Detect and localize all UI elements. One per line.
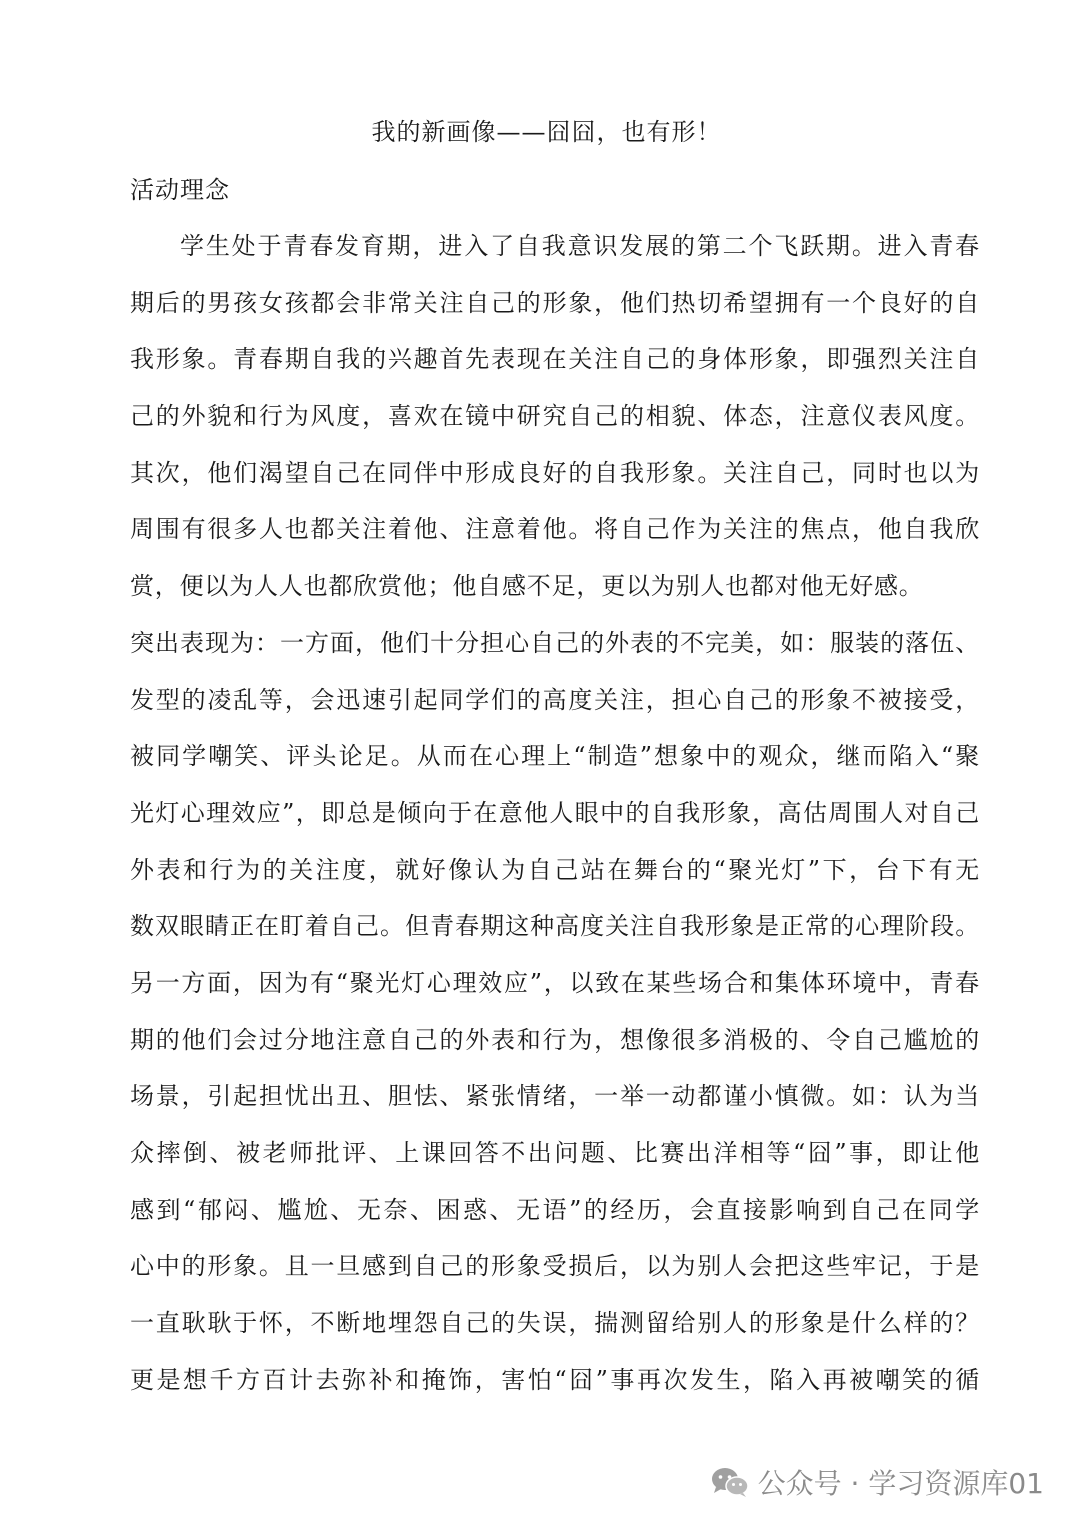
text-line: 数双眼睛正在盯着自己。但青春期这种高度关注自我形象是正常的心理阶段。 xyxy=(130,912,980,941)
text-line: 赏，便以为人人也都欣赏他；他自感不足，更以为别人也都对他无好感。 xyxy=(130,572,924,601)
text-line: 突出表现为：一方面，他们十分担心自己的外表的不完美，如：服装的落伍、 xyxy=(130,628,980,657)
body-text xyxy=(130,226,980,1416)
text-line: 光灯心理效应”，即总是倾向于在意他人眼中的自我形象，高估周围人对自己 xyxy=(130,798,980,827)
text-line: 感到“郁闷、尴尬、无奈、困惑、无语”的经历，会直接影响到自己在同学 xyxy=(130,1195,980,1224)
watermark-text: 公众号 · 学习资源库01 xyxy=(757,1467,1044,1500)
text-line: 发型的凌乱等，会迅速引起同学们的高度关注，担心自己的形象不被接受， xyxy=(130,685,980,714)
section-heading: 活动理念 xyxy=(130,176,230,204)
text-line: 己的外貌和行为风度，喜欢在镜中研究自己的相貌、体态，注意仪表风度。 xyxy=(130,402,980,431)
watermark xyxy=(710,1462,1044,1502)
text-line: 另一方面，因为有“聚光灯心理效应”，以致在某些场合和集体环境中，青春 xyxy=(130,968,980,997)
text-line: 众摔倒、被老师批评、上课回答不出问题、比赛出洋相等“囧”事，即让他 xyxy=(130,1139,980,1167)
text-line: 外表和行为的关注度，就好像认为自己站在舞台的“聚光灯”下，台下有无 xyxy=(130,855,980,884)
text-line: 期的他们会过分地注意自己的外表和行为，想像很多消极的、令自己尴尬的 xyxy=(130,1025,980,1054)
text-line: 期后的男孩女孩都会非常关注自己的形象，他们热切希望拥有一个良好的自 xyxy=(130,288,980,317)
text-line: 周围有很多人也都关注着他、注意着他。将自己作为关注的焦点，他自我欣 xyxy=(130,515,980,544)
document-title: 我的新画像——囧囧，也有形！ xyxy=(371,118,722,146)
text-line: 一直耿耿于怀，不断地埋怨自己的失误，揣测留给别人的形象是什么样的？ xyxy=(130,1309,980,1338)
text-line: 被同学嘲笑、评头论足。从而在心理上“制造”想象中的观众，继而陷入“聚 xyxy=(130,742,980,771)
text-line: 其次，他们渴望自己在同伴中形成良好的自我形象。关注自己，同时也以为 xyxy=(130,458,980,487)
text-line: 更是想千方百计去弥补和掩饰，害怕“囧”事再次发生，陷入再被嘲笑的循 xyxy=(130,1365,980,1394)
wechat-icon xyxy=(710,1466,750,1498)
text-line: 场景，引起担忧出丑、胆怯、紧张情绪，一举一动都谨小慎微。如：认为当 xyxy=(130,1082,980,1111)
text-line: 学生处于青春发育期，进入了自我意识发展的第二个飞跃期。进入青春 xyxy=(180,232,980,260)
text-line: 我形象。青春期自我的兴趣首先表现在关注自己的身体形象，即强烈关注自 xyxy=(130,345,980,374)
text-line: 心中的形象。且一旦感到自己的形象受损后，以为别人会把这些牢记，于是 xyxy=(130,1252,980,1281)
